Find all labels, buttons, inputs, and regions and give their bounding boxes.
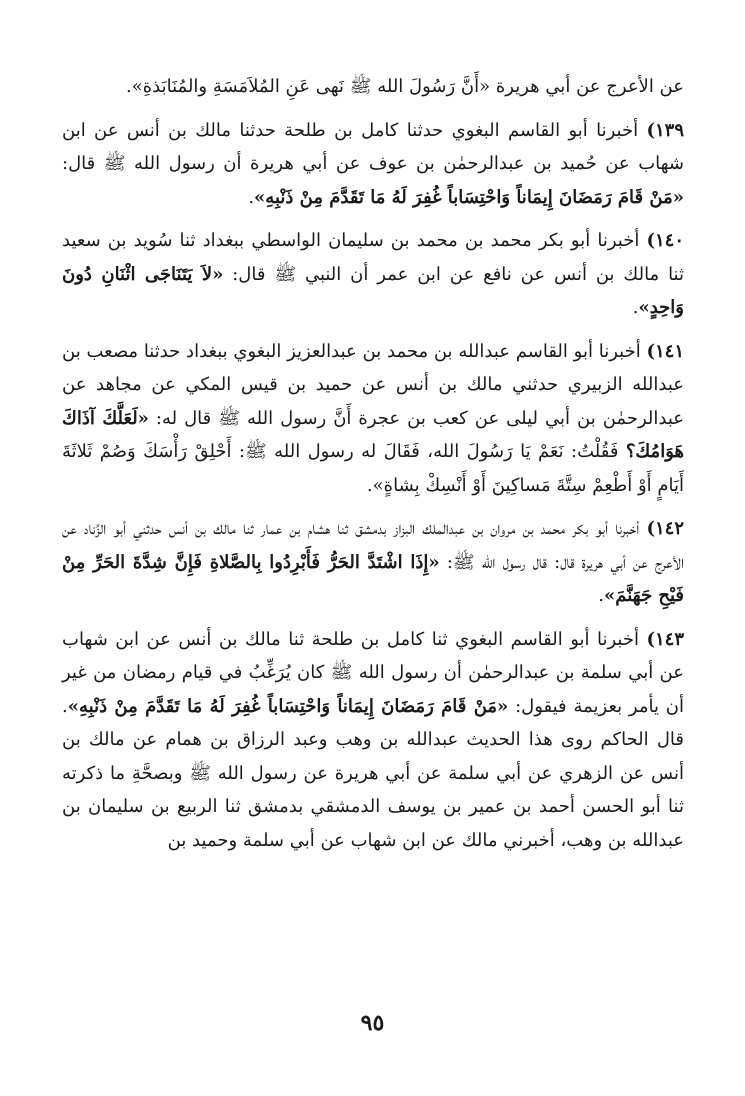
hadith-number: ١٤٣) — [646, 628, 684, 650]
paragraph-141 — [62, 335, 684, 503]
paragraph-143 — [62, 623, 684, 858]
paragraph-intro — [62, 70, 684, 104]
page-number: ٩٥ — [360, 1010, 385, 1036]
isnad-text: أخبرنا أبو القاسم البغوي حدثنا كامل بن طلحة حدثنا مالك بن أنس عن ابن شهاب عن حُميد بن عبدالرحمٰن بن عوف عن أبي هريرة أن رسول الله ﷺ قال: — [62, 119, 684, 174]
hadith-matn: «مَنْ قَامَ رَمَضَانَ إِيمَاناً وَاحْتِسَاباً غُفِرَ لَهُ مَا تَقَدَّمَ مِنْ ذَنْبِهِ» — [254, 186, 684, 208]
isnad-text: أخبرنا أبو القاسم عبدالله بن محمد بن عبدالعزيز البغوي ببغداد حدثنا مصعب بن عبدالله الزبيري حدثني مالك بن أنس عن حميد بن قيس المكي عن مجاهد عن عبدالرحمٰن بن أبي ليلى عن كعب بن عجرة أَنَّ رسول الله ﷺ قال له: — [62, 340, 685, 429]
hadith-number: ١٤٢) — [646, 518, 684, 539]
paragraph-tail: . — [598, 585, 604, 606]
page-body — [62, 70, 684, 867]
isnad-text: عن الأعرج عن أبي هريرة «أَنَّ رَسُولَ الله ﷺ نَهى عَنِ المُلاَمَسَةِ والمُنَابَذةِ». — [126, 76, 684, 97]
hadith-matn: «إِذَا اشْتَدَّ الحَرُّ فَأَبْرِدُوا بِالصَّلاةِ فَإِنَّ شِدَّةَ الحَرِّ مِنْ فَيْحِ جَهَنَّمَ» — [62, 551, 684, 606]
paragraph-tail: فَقُلْتُ: نَعَمْ يَا رَسُولَ الله، فَقَالَ له رسول الله ﷺ: أَحْلِقْ رَأْسَكَ وَصُمْ ثَلاثَةَ أَيَامٍ أَوْ أَطْعِمْ سِتَّةَ مَساكِينَ أَوْ أَنْسِكْ بِشاةٍ». — [62, 441, 684, 496]
paragraph-tail: . — [632, 297, 639, 318]
isnad-text: أخبرنا أبو بكر محمد بن مروان بن عبدالملك البزاز بدمشق ثنا هشام بن عمار ثنا مالك بن أنس حدثني أبو الزِّناد عن الأعرج عن أبي هريرة قال: قال رسول الله ﷺ: — [62, 518, 685, 573]
paragraph-139 — [62, 114, 684, 215]
paragraph-142 — [62, 512, 684, 613]
hadith-number: ١٣٩) — [646, 119, 684, 141]
hadith-matn: «لاَ يَتَنَاجَى اثْنَانِ دُونَ وَاحِدٍ» — [62, 263, 684, 318]
paragraph-140 — [62, 224, 684, 325]
hadith-matn: «لَعَلَّكَ آذَاكَ هَوَامُكَ؟ — [62, 407, 684, 462]
hadith-number: ١٤١) — [646, 340, 684, 362]
paragraph-tail: . — [248, 186, 255, 208]
hadith-matn: «مَنْ قَامَ رَمَضَانَ إِيمَاناً وَاحْتِسَاباً غُفِرَ لَهُ مَا تَقَدَّمَ مِنْ ذَنْبِهِ» — [67, 695, 509, 717]
isnad-text: أخبرنا أبو القاسم البغوي ثنا كامل بن طلحة ثنا مالك بن أنس عن ابن شهاب عن أبي سلمة بن عبدالرحمٰن أن رسول الله ﷺ كان يُرَغِّبُ في قيام رمضان من غير أن يأمر بعزيمة فيقول: — [62, 628, 684, 717]
hadith-number: ١٤٠) — [646, 230, 684, 251]
isnad-text: أخبرنا أبو بكر محمد بن محمد بن سليمان الواسطي ببغداد ثنا سُويد بن سعيد ثنا مالك بن أنس عن نافع عن ابن عمر أن النبي ﷺ قال: — [62, 230, 684, 285]
paragraph-tail: . قال الحاكم روى هذا الحديث عبدالله بن وهب وعبد الرزاق بن همام عن مالك بن أنس عن الزهري عن أبي سلمة عن أبي هريرة عن رسول الله ﷺ وبصحَّةِ ما ذكرته ثنا أبو الحسن أحمد بن عمير بن يوسف الدمشقي بدمشق ثنا الربيع بن سليمان بن عبدالله بن وهب، أخبرني مالك عن ابن شهاب عن أبي سلمة وحميد بن — [62, 695, 684, 851]
